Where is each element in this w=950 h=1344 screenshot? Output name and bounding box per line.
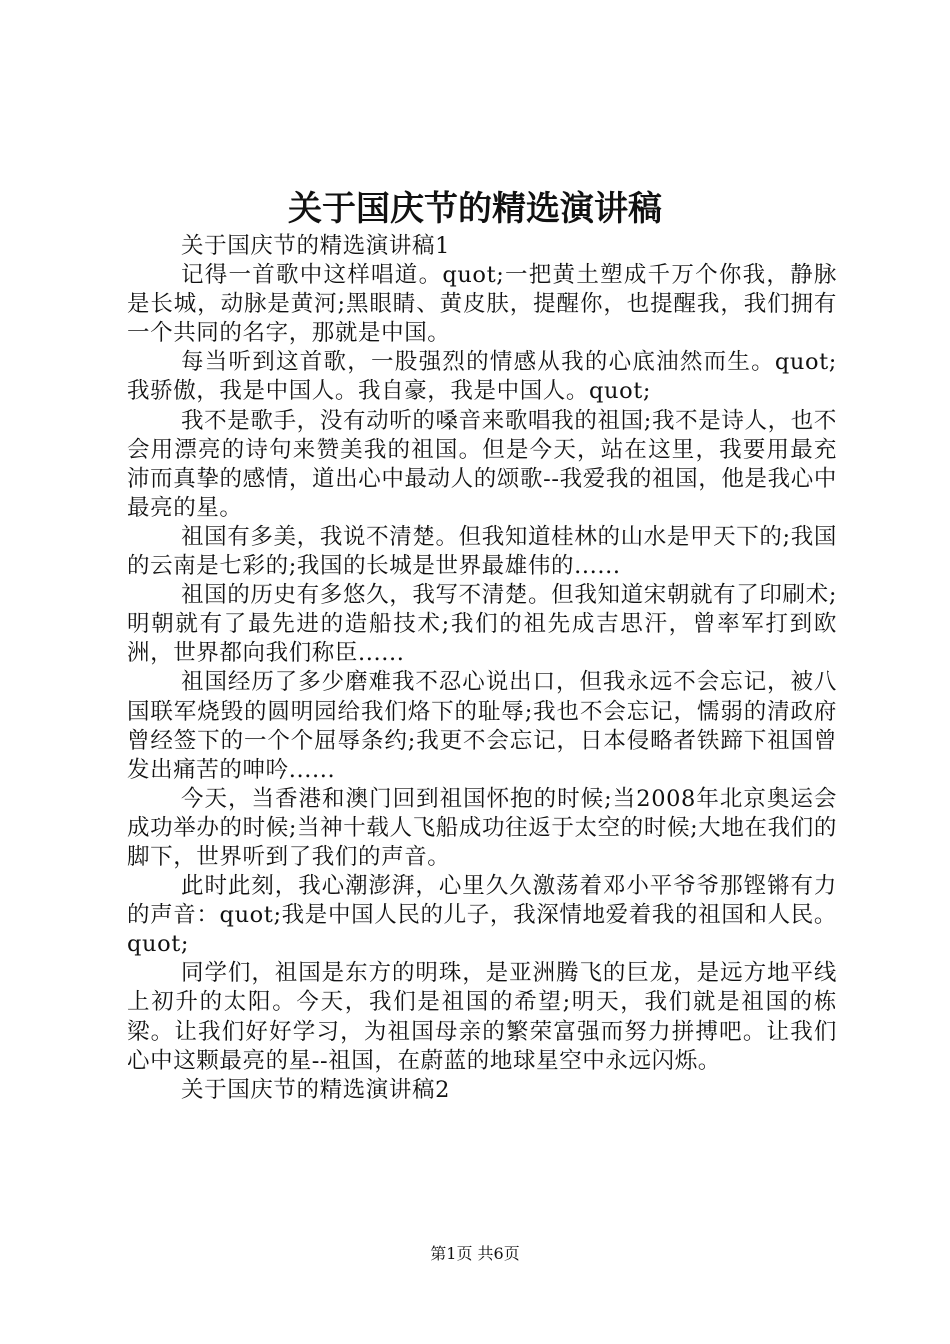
paragraph: 今天，当香港和澳门回到祖国怀抱的时候;当2008年北京奥运会成功举办的时候;当神十载人飞船成功往返于太空的时候;大地在我们的脚下，世界听到了我们的声音。 <box>127 785 837 870</box>
paragraph: 祖国有多美，我说不清楚。但我知道桂林的山水是甲天下的;我国的云南是七彩的;我国的长城是世界最雄伟的...... <box>127 523 837 580</box>
paragraph: 此时此刻，我心潮澎湃，心里久久激荡着邓小平爷爷那铿锵有力的声音：quot;我是中国人民的儿子，我深情地爱着我的祖国和人民。quot; <box>127 873 837 958</box>
section-heading-1: 关于国庆节的精选演讲稿1 <box>181 233 451 259</box>
document-title: 关于国庆节的精选演讲稿 <box>288 189 662 229</box>
section-heading-2: 关于国庆节的精选演讲稿2 <box>181 1076 451 1103</box>
paragraph: 我不是歌手，没有动听的嗓音来歌唱我的祖国;我不是诗人，也不会用漂亮的诗句来赞美我的祖国。但是今天，站在这里，我要用最充沛而真挚的感情，道出心中最动人的颂歌--我爱我的祖国，他是我心中最亮的星。 <box>127 407 837 521</box>
paragraph: 祖国经历了多少磨难我不忍心说出口，但我永远不会忘记，被八国联军烧毁的圆明园给我们烙下的耻辱;我也不会忘记，懦弱的清政府曾经签下的一个个屈辱条约;我更不会忘记，日本侵略者铁蹄下祖国曾发出痛苦的呻吟...... <box>127 669 837 783</box>
paragraph: 祖国的历史有多悠久，我写不清楚。但我知道宋朝就有了印刷术;明朝就有了最先进的造船技术;我们的祖先成吉思汗，曾率军打到欧洲，世界都向我们称臣...... <box>127 582 837 667</box>
paragraph: 记得一首歌中这样唱道。quot;一把黄土塑成千万个你我，静脉是长城，动脉是黄河;黑眼睛、黄皮肤，提醒你，也提醒我，我们拥有一个共同的名字，那就是中国。 <box>127 262 837 347</box>
page-footer: 第1页 共6页 <box>430 1244 520 1263</box>
paragraph: 同学们，祖国是东方的明珠，是亚洲腾飞的巨龙，是远方地平线上初升的太阳。今天，我们是祖国的希望;明天，我们就是祖国的栋梁。让我们好好学习，为祖国母亲的繁荣富强而努力拼搏吧。让我们心中这颗最亮的星--祖国，在蔚蓝的地球星空中永远闪烁。 <box>127 960 837 1074</box>
document-body <box>127 232 837 1105</box>
paragraph: 每当听到这首歌，一股强烈的情感从我的心底油然而生。quot;我骄傲，我是中国人。我自豪，我是中国人。quot; <box>127 349 837 405</box>
